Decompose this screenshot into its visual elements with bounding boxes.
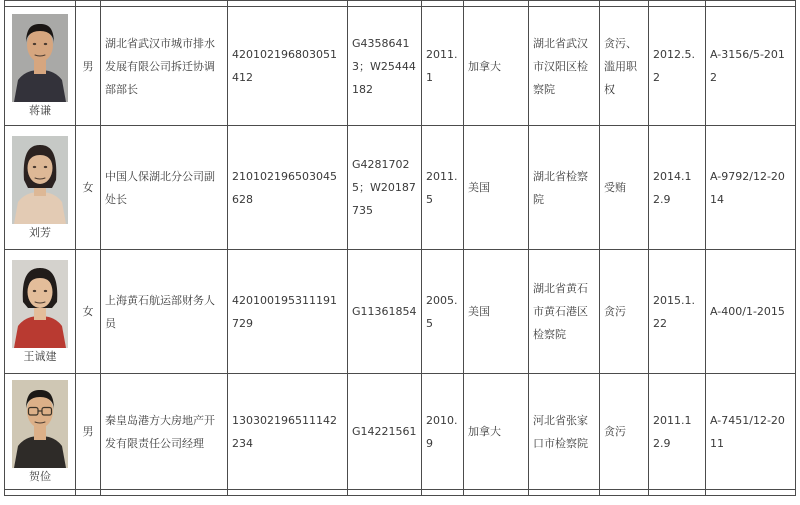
cell-flee-date: 2010.9 — [422, 374, 464, 490]
table-row-partial-bottom — [5, 490, 796, 496]
cell-photo-name — [5, 250, 76, 374]
empty-cell — [706, 490, 796, 496]
fugitive-table — [4, 0, 796, 496]
empty-cell — [348, 490, 422, 496]
cell-flee-date: 2005.5 — [422, 250, 464, 374]
cell-notice-number: A-3156/5-2012 — [706, 7, 796, 126]
cell-gender: 男 — [76, 374, 101, 490]
empty-cell — [5, 490, 76, 496]
cell-notice-date: 2015.1.22 — [649, 250, 706, 374]
cell-position: 湖北省武汉市城市排水发展有限公司拆迁协调部部长 — [101, 7, 228, 126]
cell-flee-country: 美国 — [464, 250, 529, 374]
table-row — [5, 374, 796, 490]
cell-photo-name — [5, 374, 76, 490]
cell-notice-date: 2012.5.2 — [649, 7, 706, 126]
empty-cell — [422, 490, 464, 496]
cell-authority: 河北省张家口市检察院 — [529, 374, 600, 490]
cell-passport: G14221561 — [348, 374, 422, 490]
cell-charge: 受贿 — [600, 126, 649, 250]
cell-notice-number: A-9792/12-2014 — [706, 126, 796, 250]
cell-id-number: 210102196503045628 — [228, 126, 348, 250]
person-photo — [12, 260, 68, 348]
cell-id-number: 420100195311191729 — [228, 250, 348, 374]
cell-passport: G42817025；W20187735 — [348, 126, 422, 250]
empty-cell — [76, 490, 101, 496]
cell-flee-date: 2011.5 — [422, 126, 464, 250]
empty-cell — [649, 490, 706, 496]
person-photo — [12, 136, 68, 224]
cell-notice-date: 2014.12.9 — [649, 126, 706, 250]
cell-flee-date: 2011.1 — [422, 7, 464, 126]
table-row — [5, 250, 796, 374]
cell-id-number: 420102196803051412 — [228, 7, 348, 126]
cell-position: 中国人保湖北分公司副处长 — [101, 126, 228, 250]
empty-cell — [228, 490, 348, 496]
cell-position: 秦皇岛港方大房地产开发有限责任公司经理 — [101, 374, 228, 490]
cell-passport: G11361854 — [348, 250, 422, 374]
empty-cell — [101, 490, 228, 496]
person-name: 王诚建 — [23, 349, 57, 363]
cell-gender: 男 — [76, 7, 101, 126]
cell-photo-name — [5, 126, 76, 250]
empty-cell — [464, 490, 529, 496]
cell-gender: 女 — [76, 126, 101, 250]
person-name: 刘芳 — [29, 225, 51, 239]
cell-photo-name — [5, 7, 76, 126]
cell-flee-country: 加拿大 — [464, 374, 529, 490]
empty-cell — [529, 490, 600, 496]
cell-id-number: 130302196511142234 — [228, 374, 348, 490]
cell-flee-country: 加拿大 — [464, 7, 529, 126]
person-photo — [12, 14, 68, 102]
cell-authority: 湖北省黄石市黄石港区检察院 — [529, 250, 600, 374]
table-row — [5, 7, 796, 126]
table-row — [5, 126, 796, 250]
cell-flee-country: 美国 — [464, 126, 529, 250]
person-name: 蒋谦 — [29, 104, 51, 117]
cell-notice-date: 2011.12.9 — [649, 374, 706, 490]
person-photo — [12, 380, 68, 468]
cell-charge: 贪污 — [600, 250, 649, 374]
cell-position: 上海黄石航运部财务人员 — [101, 250, 228, 374]
cell-authority: 湖北省检察院 — [529, 126, 600, 250]
cell-gender: 女 — [76, 250, 101, 374]
cell-charge: 贪污、滥用职权 — [600, 7, 649, 126]
cell-authority: 湖北省武汉市汉阳区检察院 — [529, 7, 600, 126]
empty-cell — [600, 490, 649, 496]
cell-charge: 贪污 — [600, 374, 649, 490]
cell-passport: G43586413；W25444182 — [348, 7, 422, 126]
cell-notice-number: A-7451/12-2011 — [706, 374, 796, 490]
cell-notice-number: A-400/1-2015 — [706, 250, 796, 374]
person-name: 贺俭 — [29, 469, 51, 483]
